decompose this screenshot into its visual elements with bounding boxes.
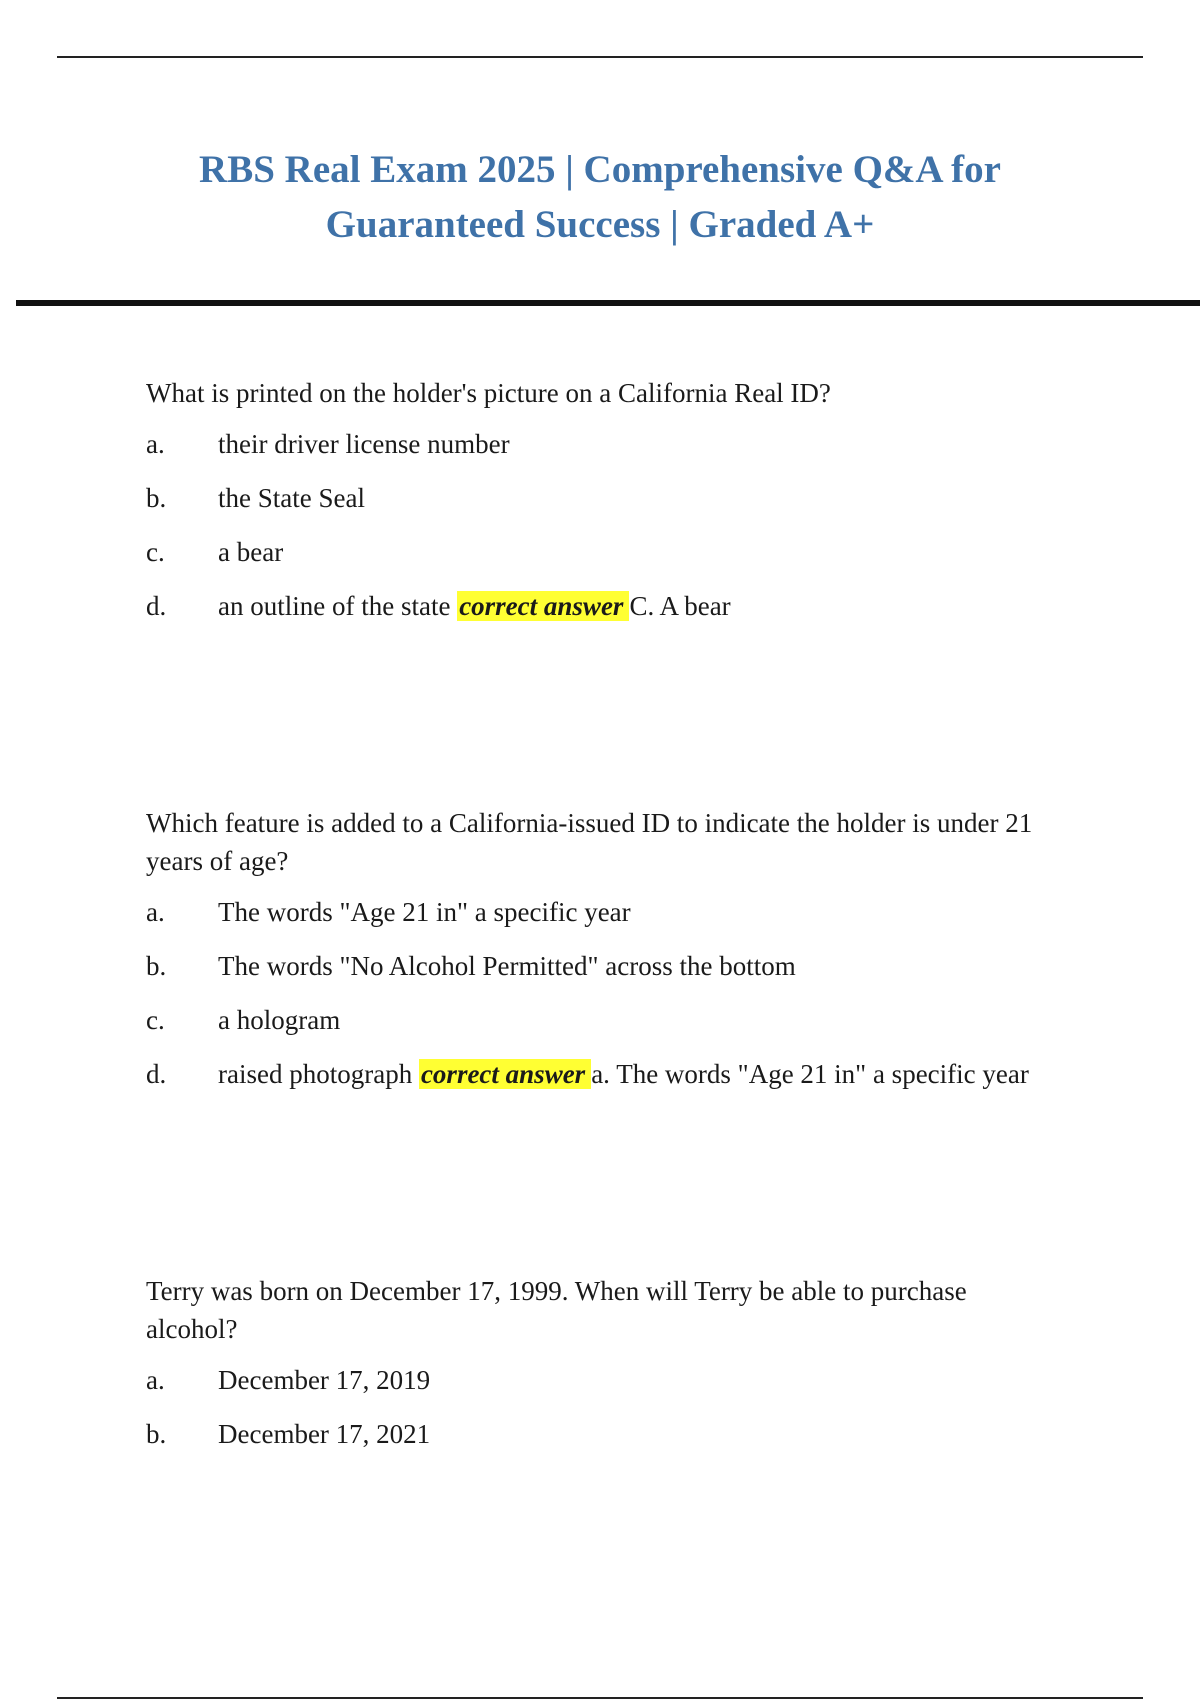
option-text: a bear: [218, 537, 284, 567]
answer-text: C. A bear: [629, 591, 731, 621]
option-a: [146, 425, 1086, 463]
option-letter: d.: [146, 591, 167, 621]
option-letter: d.: [146, 1059, 167, 1089]
option-letter: b.: [146, 483, 167, 513]
document-title: [100, 142, 1100, 252]
option-letter: a.: [146, 429, 165, 459]
option-text: a hologram: [218, 1005, 341, 1035]
question-text-line-2: years of age?: [146, 846, 289, 876]
top-rule: [57, 56, 1143, 58]
question-3: [146, 1272, 1086, 1469]
question-text-line-1: Terry was born on December 17, 1999. When will Terry be able to purchase: [146, 1276, 967, 1306]
option-text: the State Seal: [218, 483, 365, 513]
option-text: their driver license number: [218, 429, 510, 459]
option-letter: a.: [146, 1365, 165, 1395]
option-letter: b.: [146, 1419, 167, 1449]
option-c: [146, 1001, 1086, 1039]
option-text: raised photograph: [218, 1059, 413, 1089]
question-1: [146, 374, 1086, 641]
question-text: What is printed on the holder's picture on a California Real ID?: [146, 378, 831, 408]
option-letter: c.: [146, 537, 165, 567]
option-text: The words "No Alcohol Permitted" across the bottom: [218, 951, 796, 981]
option-text: December 17, 2021: [218, 1419, 431, 1449]
option-d: [146, 587, 1086, 625]
title-divider: [16, 300, 1200, 306]
title-line-1: RBS Real Exam 2025 | Comprehensive Q&A for: [199, 148, 1001, 191]
question-text-line-1: Which feature is added to a California-issued ID to indicate the holder is under 21: [146, 808, 1033, 838]
option-a: [146, 893, 1086, 931]
option-c: [146, 533, 1086, 571]
question-text: [146, 1272, 1086, 1348]
option-text: December 17, 2019: [218, 1365, 431, 1395]
option-b: [146, 947, 1086, 985]
question-text: [146, 804, 1086, 880]
correct-answer-highlight: correct answer: [457, 591, 629, 621]
option-letter: b.: [146, 951, 167, 981]
option-text: an outline of the state: [218, 591, 451, 621]
option-text: The words "Age 21 in" a specific year: [218, 897, 631, 927]
option-a: [146, 1361, 1086, 1399]
option-b: [146, 479, 1086, 517]
title-line-2: Guaranteed Success | Graded A+: [325, 203, 875, 246]
answer-text: a. The words "Age 21 in" a specific year: [591, 1059, 1029, 1089]
bottom-rule: [57, 1697, 1143, 1699]
correct-answer-highlight: correct answer: [419, 1059, 591, 1089]
option-d: [146, 1055, 1086, 1093]
question-2: [146, 804, 1086, 1109]
option-letter: a.: [146, 897, 165, 927]
option-b: [146, 1415, 1086, 1453]
option-letter: c.: [146, 1005, 165, 1035]
question-text-line-2: alcohol?: [146, 1314, 238, 1344]
